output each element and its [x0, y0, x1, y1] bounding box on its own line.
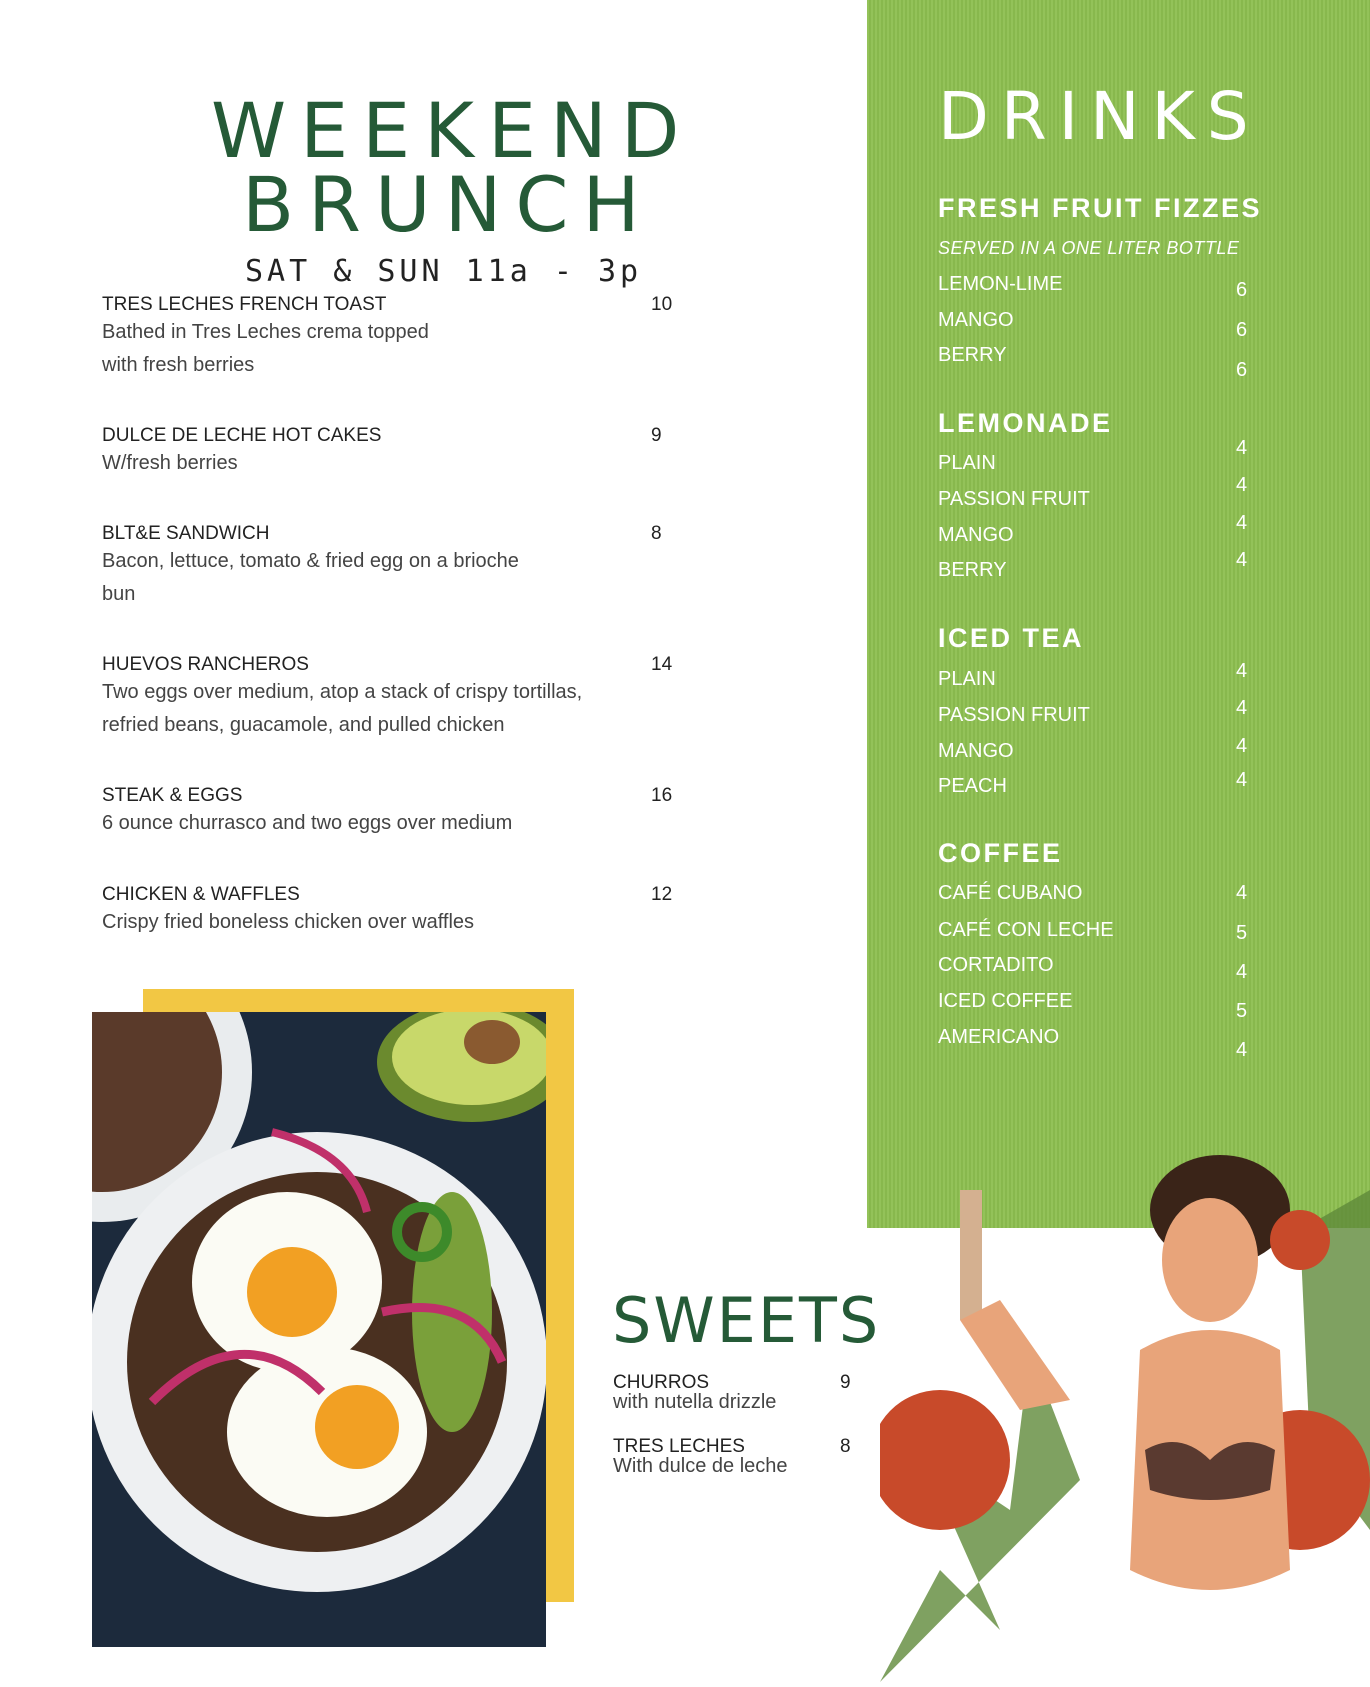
menu-item-description: Bathed in Tres Leches crema topped	[102, 321, 429, 343]
drink-item-name: MANGO	[938, 309, 1014, 331]
food-photo	[92, 1012, 546, 1647]
sweet-item-name: TRES LECHES	[613, 1436, 745, 1457]
drink-item-name: CORTADITO	[938, 954, 1054, 976]
menu-item-name: STEAK & EGGS	[102, 785, 243, 806]
menu-item-price: 8	[651, 523, 662, 544]
drink-section-heading: FRESH FRUIT FIZZES	[938, 193, 1262, 223]
sweet-item-price: 8	[840, 1436, 851, 1457]
drink-item-name: CAFÉ CUBANO	[938, 882, 1083, 904]
drink-item-price: 6	[1236, 279, 1248, 301]
menu-item-name: HUEVOS RANCHEROS	[102, 654, 309, 675]
drink-item-name: CAFÉ CON LECHE	[938, 919, 1114, 941]
menu-item-name: TRES LECHES FRENCH TOAST	[102, 294, 387, 315]
drink-item-price: 4	[1236, 549, 1248, 571]
sweet-item-description: With dulce de leche	[613, 1455, 788, 1477]
menu-item-price: 12	[651, 884, 673, 905]
drink-item-price: 4	[1236, 769, 1248, 791]
drink-item-price: 6	[1236, 359, 1248, 381]
drink-item-name: ICED COFFEE	[938, 990, 1073, 1012]
menu-item-description: bun	[102, 583, 136, 605]
title-brunch: BRUNCH	[242, 160, 654, 249]
drink-item-price: 6	[1236, 319, 1248, 341]
title-weekend: WEEKEND	[211, 86, 694, 175]
drink-item-price: 4	[1236, 512, 1248, 534]
pinup-illustration	[880, 1150, 1370, 1682]
drink-item-name: MANGO	[938, 524, 1014, 546]
menu-item-description: W/fresh berries	[102, 452, 238, 474]
menu-item-name: BLT&E SANDWICH	[102, 523, 270, 544]
drink-item-name: AMERICANO	[938, 1026, 1060, 1048]
menu-item-description: refried beans, guacamole, and pulled chicken	[102, 714, 505, 736]
drink-item-price: 4	[1236, 474, 1248, 496]
drink-item-name: BERRY	[938, 559, 1007, 581]
menu-item-description: Crispy fried boneless chicken over waffles	[102, 911, 475, 933]
drink-item-price: 4	[1236, 961, 1248, 983]
drink-item-name: PLAIN	[938, 452, 996, 474]
sweets-title: SWEETS	[612, 1284, 881, 1357]
menu-item-description: Two eggs over medium, atop a stack of crispy tortillas,	[102, 681, 583, 703]
sweet-item-price: 9	[840, 1372, 851, 1393]
drink-item-name: PASSION FRUIT	[938, 488, 1090, 510]
menu-item-description: with fresh berries	[102, 354, 255, 376]
drink-item-price: 4	[1236, 660, 1248, 682]
menu-item-description: 6 ounce churrasco and two eggs over medium	[102, 812, 513, 834]
menu-item-price: 9	[651, 425, 662, 446]
sweet-item-description: with nutella drizzle	[613, 1391, 777, 1413]
drink-item-name: MANGO	[938, 740, 1014, 762]
drink-section-heading: LEMONADE	[938, 408, 1113, 438]
drink-item-name: PASSION FRUIT	[938, 704, 1090, 726]
drink-item-name: LEMON-LIME	[938, 273, 1063, 295]
menu-item-price: 16	[651, 785, 673, 806]
drink-item-price: 4	[1236, 1039, 1248, 1061]
drinks-title: DRINKS	[938, 78, 1261, 155]
menu-item-name: DULCE DE LECHE HOT CAKES	[102, 425, 382, 446]
menu-item-price: 10	[651, 294, 673, 315]
drink-item-price: 5	[1236, 1000, 1248, 1022]
menu-item-name: CHICKEN & WAFFLES	[102, 884, 300, 905]
drink-item-name: PEACH	[938, 775, 1007, 797]
menu-item-description: Bacon, lettuce, tomato & fried egg on a brioche	[102, 550, 519, 572]
menu-item-price: 14	[651, 654, 673, 675]
drink-section-subtitle: SERVED IN A ONE LITER BOTTLE	[938, 238, 1240, 258]
drink-item-price: 4	[1236, 735, 1248, 757]
sweet-item-name: CHURROS	[613, 1372, 710, 1393]
drink-item-price: 5	[1236, 922, 1248, 944]
hours: SAT & SUN 11a - 3p	[245, 254, 643, 289]
drink-item-price: 4	[1236, 882, 1248, 904]
drink-item-price: 4	[1236, 697, 1248, 719]
drink-item-name: BERRY	[938, 344, 1007, 366]
drink-item-price: 4	[1236, 437, 1248, 459]
drink-section-heading: ICED TEA	[938, 623, 1085, 653]
drink-section-heading: COFFEE	[938, 838, 1063, 868]
drink-item-name: PLAIN	[938, 668, 996, 690]
